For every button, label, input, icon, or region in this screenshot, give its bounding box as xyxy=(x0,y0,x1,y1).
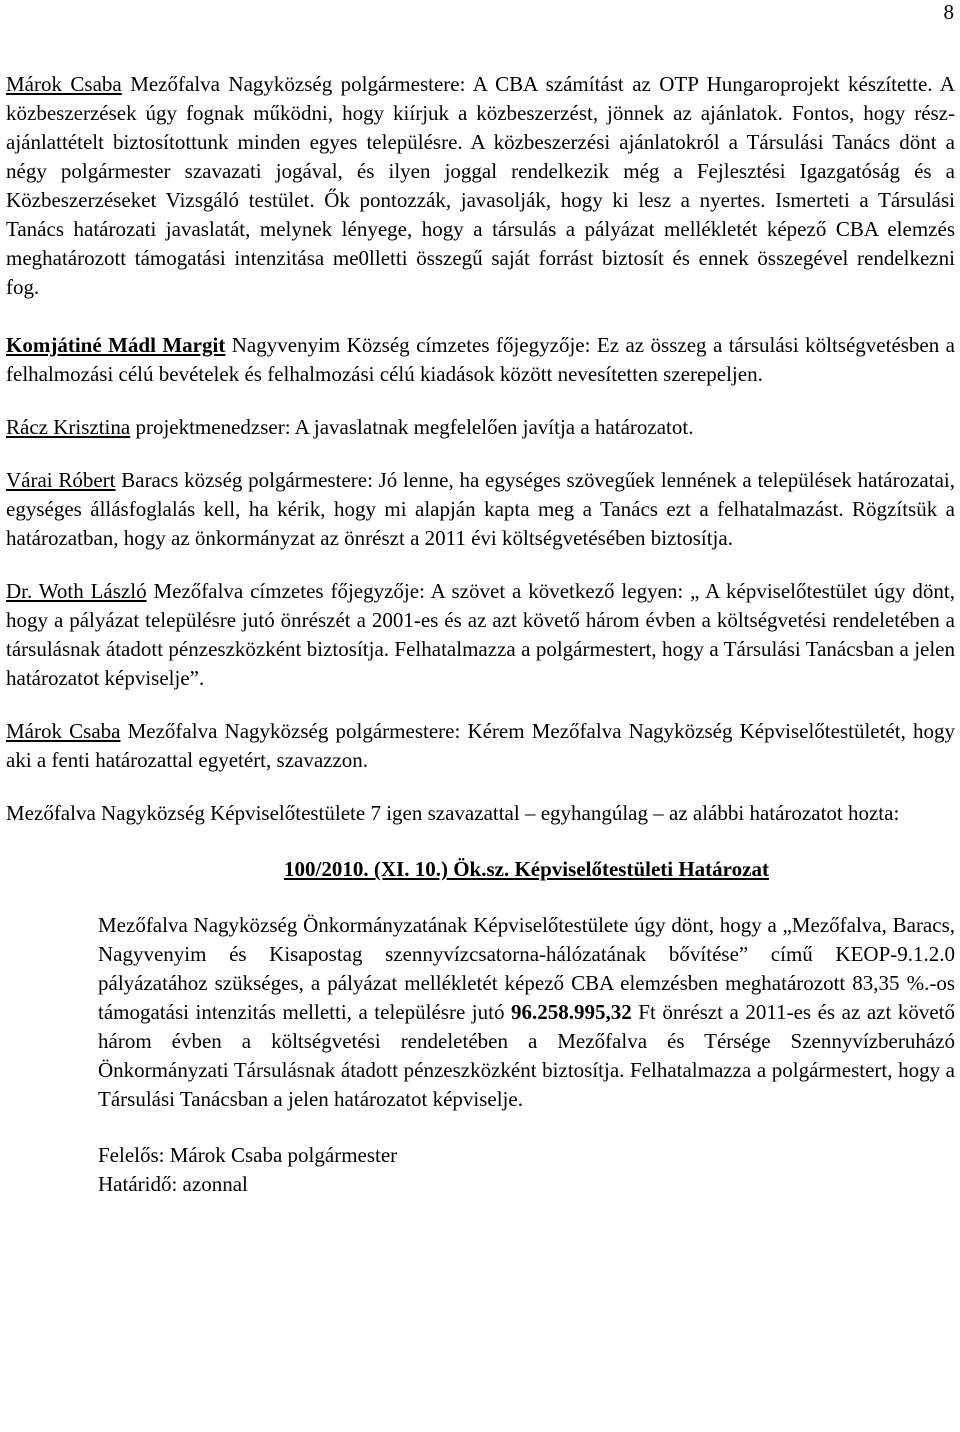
speaker-name: Rácz Krisztina xyxy=(6,415,131,439)
speaker-name: Komjátiné Mádl Margit xyxy=(6,333,226,357)
paragraph-marok-1 xyxy=(6,70,955,302)
resolution-heading xyxy=(6,855,955,884)
page-number: 8 xyxy=(943,0,954,24)
speaker-name: Várai Róbert xyxy=(6,468,116,492)
paragraph-komjatine xyxy=(6,331,955,389)
resolution-text: Mezőfalva Nagyközség Önkormányzatának Képviselőtestülete úgy dönt, hogy a „Mezőfalva, Baracs, Nagyvenyim és Kisapostag szennyvízcsatorna-hálózatának bővítése” című KEOP-9.1.2.0 pályázatához szükséges, a pályázat mellékletét képező CBA elemzésben meghatározott 83,35 %.-os támogatási intenzitás melletti, a településre jutó xyxy=(98,913,955,1024)
paragraph-racz xyxy=(6,413,955,442)
resolution-amount: 96.258.995,32 xyxy=(511,1000,632,1024)
vote-paragraph: Mezőfalva Nagyközség Képviselőtestülete 7 igen szavazattal – egyhangúlag – az alábbi határozatot hozta: xyxy=(6,801,900,825)
resolution-footer xyxy=(98,1141,955,1199)
paragraph-text: Mezőfalva címzetes főjegyzője: A szövet a következő legyen: „ A képviselőtestület úgy dönt, hogy a pályázat településre jutó önrészét a 2001-es és az azt követő három évben a költségvetési rendeletében a társulásnak átadott pénzeszközként biztosítja. Felhatalmazza a polgármestert, hogy a Társulási Tanácsban a jelen határozatot képviselje”. xyxy=(6,579,955,690)
paragraph-text: Mezőfalva Nagyközség polgármestere: Kérem Mezőfalva Nagyközség Képviselőtestületét, hogy aki a fenti határozattal egyetért, szavazzon. xyxy=(6,719,955,772)
paragraph-marok-2 xyxy=(6,717,955,775)
paragraph-text: Mezőfalva Nagyközség polgármestere: A CBA számítást az OTP Hungaroprojekt készítette. A közbeszerzések úgy fognak működni, hogy kiírjuk a közbeszerzést, jönnek az ajánlatok. Fontos, hogy rész-ajánlattételt biztosítottunk minden egyes településre. A közbeszerzési ajánlatokról a Társulási Tanács dönt a négy polgármester szavazati jogával, és ilyen joggal rendelkezik még a Fejlesztési Igazgatóság és a Közbeszerzéseket Vizsgáló testület. Ők pontozzák, javasolják, hogy ki lesz a nyertes. Ismerteti a Társulási Tanács határozati javaslatát, melynek lényege, hogy a társulás a pályázat mellékletét képező CBA elemzés meghatározott támogatási intenzitása me0lletti összegű saját forrást biztosít és ennek összegével rendelkezni fog. xyxy=(6,72,955,299)
resolution-body xyxy=(98,911,955,1114)
resolution-text: Ft önrészt a 2011-es és az azt követő három évben a költségvetési rendeletében a Mezőfalva és Térsége Szennyvízberuházó Önkormányzati Társulásnak átadott pénzeszközként biztosítja. Felhatalmazza a polgármestert, hogy a Társulási Tanácsban a jelen határozatot képviselje. xyxy=(98,1000,955,1111)
paragraph-woth xyxy=(6,577,955,693)
resolution-title: 100/2010. (XI. 10.) Ök.sz. Képviselőtestületi Határozat xyxy=(284,857,769,881)
speaker-name: Dr. Woth László xyxy=(6,579,147,603)
speaker-name: Márok Csaba xyxy=(6,719,121,743)
paragraph-text: Nagyvenyim Község címzetes főjegyzője: Ez az összeg a társulási költségvetésben a felhalmozási célú bevételek és felhalmozási célú kiadások között nevesítetten szerepeljen. xyxy=(6,333,956,386)
paragraph-text: Baracs község polgármestere: Jó lenne, ha egységes szövegűek lennének a települések határozatai, egységes állásfoglalás kell, ha kérik, hogy mi alapján kapta meg a Tanács ezt a felhatalmazást. Rögzítsük a határozatban, hogy az önkormányzat az önrészt a 2011 évi költségvetésében biztosítja. xyxy=(6,468,955,550)
document-body xyxy=(6,70,955,1199)
paragraph-text: projektmenedzser: A javaslatnak megfelelően javítja a határozatot. xyxy=(130,415,694,439)
responsible-line: Felelős: Márok Csaba polgármester xyxy=(98,1143,398,1167)
deadline-line: Határidő: azonnal xyxy=(98,1172,248,1196)
speaker-name: Márok Csaba xyxy=(6,72,122,96)
paragraph-varai xyxy=(6,466,955,553)
